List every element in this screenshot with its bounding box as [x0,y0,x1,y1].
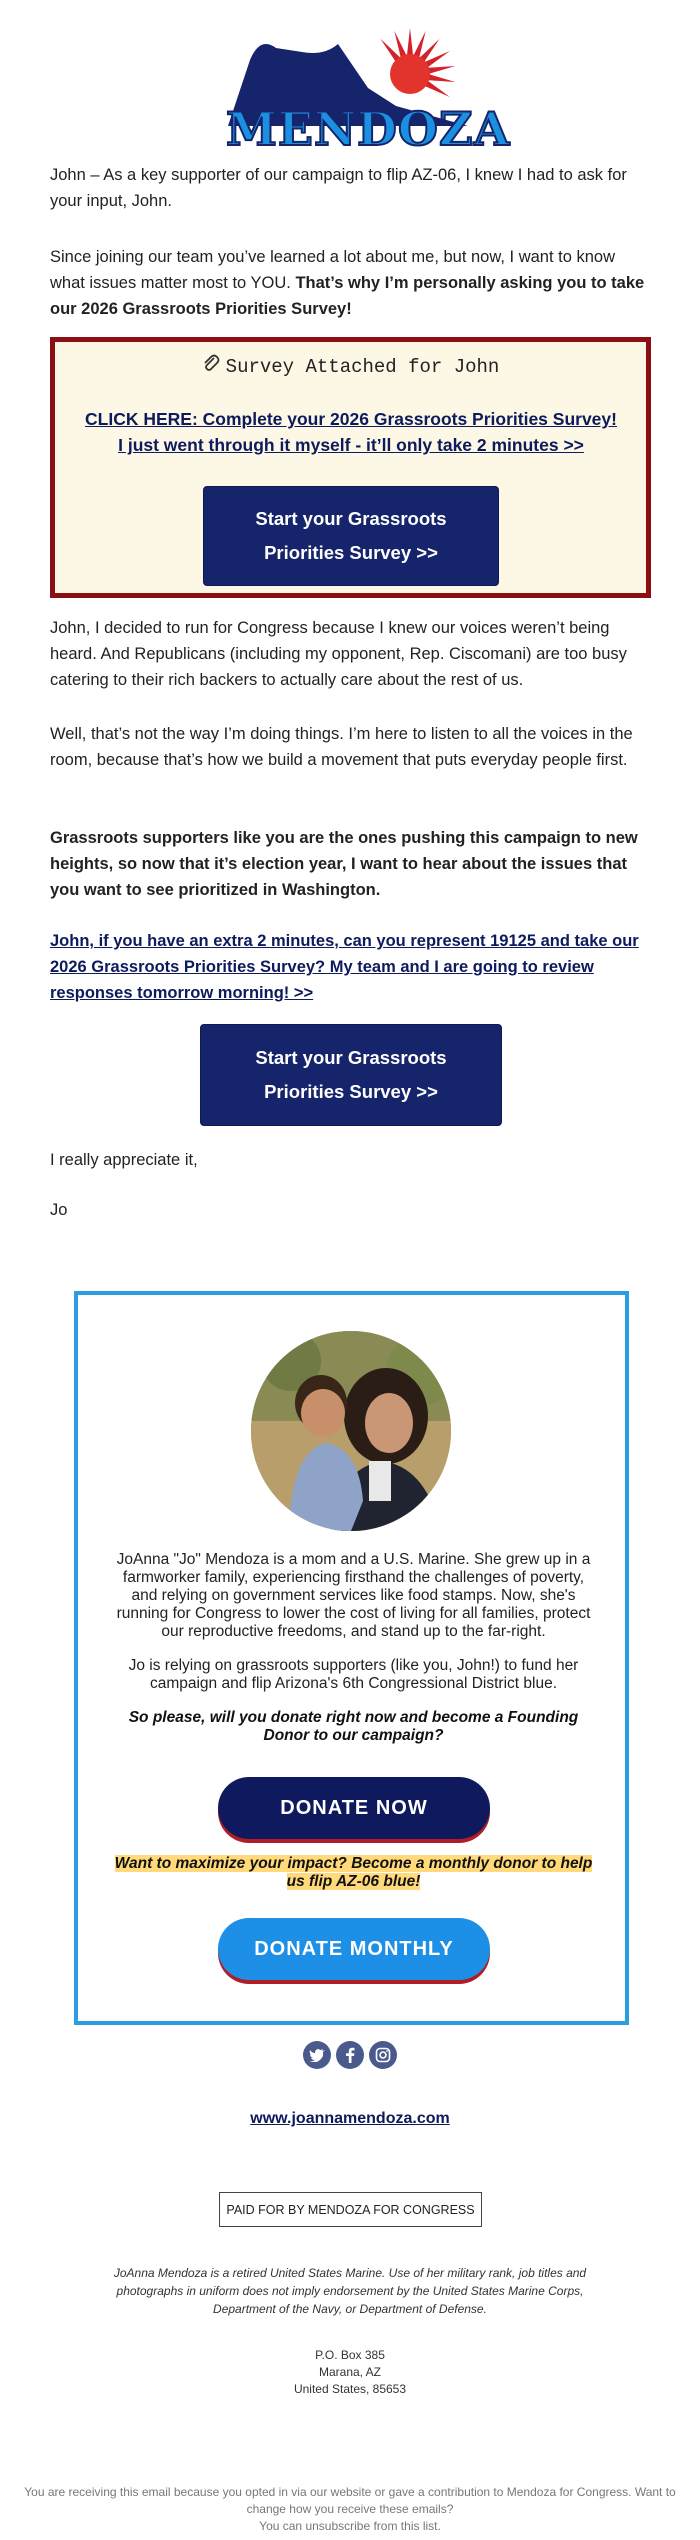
instagram-icon[interactable] [369,2041,397,2069]
survey-callout-box [50,337,651,598]
donate-ask: So please, will you donate right now and become a Founding Donor to our campaign? [128,1709,579,1744]
body-paragraph-3: Grassroots supporters like you are the ones pushing this campaign to new heights, so now that it’s election year, I want to hear about the issues that you want to see prioritized in Washington. [50,829,638,899]
bio-paragraph-2: Jo is relying on grassroots supporters (like you, John!) to fund her campaign and flip Arizona's 6th Congressional District blue. [128,1657,579,1692]
footer-optin-text: You are receiving this email because you opted in via our website or gave a contribution to Mendoza for Congress. Want to change how you receive these emails? [24,2485,676,2516]
intro-paragraph-2 [50,244,650,322]
email-footer [20,2484,680,2535]
candidate-with-child-photo-icon [251,1331,451,1531]
donate-now-button[interactable]: DONATE NOW [218,1777,490,1839]
campaign-logo [220,26,511,156]
survey-link[interactable] [65,406,637,458]
unsubscribe-link[interactable]: You can unsubscribe from this list. [259,2519,441,2533]
survey-link-line-1[interactable]: CLICK HERE: Complete your 2026 Grassroots Priorities Survey! [85,409,617,429]
closing-line: I really appreciate it, [50,1151,198,1169]
website-link[interactable]: www.joannamendoza.com [250,2110,450,2127]
monthly-prompt-text: Want to maximize your impact? Become a monthly donor to help us flip AZ-06 blue! [114,1855,593,1890]
intro-bold-text: That’s why I’m personally asking you to take our 2026 Grassroots Priorities Survey! [50,274,645,318]
military-disclaimer: JoAnna Mendoza is a retired United States Marine. Use of her military rank, job titles and photographs in uniform does not imply endorsement by the United States Marine Corps, Department of the Navy, or Department of Defense. [113,2266,587,2316]
start-survey-button[interactable]: Start your Grassroots Priorities Survey >> [203,486,499,586]
candidate-photo [251,1331,451,1531]
survey-title-text: Survey Attached for John [225,356,500,378]
paid-for-box: PAID FOR BY MENDOZA FOR CONGRESS [219,2192,482,2227]
address-line-2: Marana, AZ [318,2365,382,2379]
intro-paragraph-1: John – As a key supporter of our campaign to flip AZ-06, I knew I had to ask for your input, John. [50,166,627,210]
start-survey-button-2[interactable]: Start your Grassroots Priorities Survey >> [200,1024,502,1126]
bio-paragraph-1: JoAnna "Jo" Mendoza is a mom and a U.S. Marine. She grew up in a farmworker family, experiencing firsthand the challenges of poverty, and relying on government services like food stamps. Now, she's running for Congress to lower the cost of living for all families, protect our reproductive freedoms, and stand up to the far-right. [116,1551,591,1640]
survey-link-line-2[interactable]: I just went through it myself - it’ll only take 2 minutes >> [118,435,584,455]
signature: Jo [50,1201,68,1219]
address-line-1: P.O. Box 385 [315,2348,385,2362]
address-line-3: United States, 85653 [293,2382,407,2396]
logo-wordmark: MENDOZA [226,102,511,156]
monthly-prompt [112,1855,595,1891]
body-paragraph-2: Well, that’s not the way I’m doing things. I’m here to listen to all the voices in the room, because that’s how we build a movement that puts everyday people first. [50,725,633,769]
candidate-bio-box [74,1291,629,2025]
facebook-icon[interactable] [336,2041,364,2069]
twitter-icon[interactable] [303,2041,331,2069]
intro-text: Since joining our team you’ve learned a lot about me, but now, I want to know what issues matter most to YOU. [50,248,616,292]
survey-title [55,352,646,386]
paperclip-icon [202,354,220,386]
survey-ask-link[interactable]: John, if you have an extra 2 minutes, can you represent 19125 and take our 2026 Grassroots Priorities Survey? My team and I are going to review responses tomorrow morning! >> [50,932,639,1002]
donate-monthly-button[interactable]: DONATE MONTHLY [218,1918,490,1980]
body-paragraph-1: John, I decided to run for Congress because I knew our voices weren’t being heard. And Republicans (including my opponent, Rep. Ciscomani) are too busy catering to their rich backers to actually care about the rest of us. [50,619,627,689]
